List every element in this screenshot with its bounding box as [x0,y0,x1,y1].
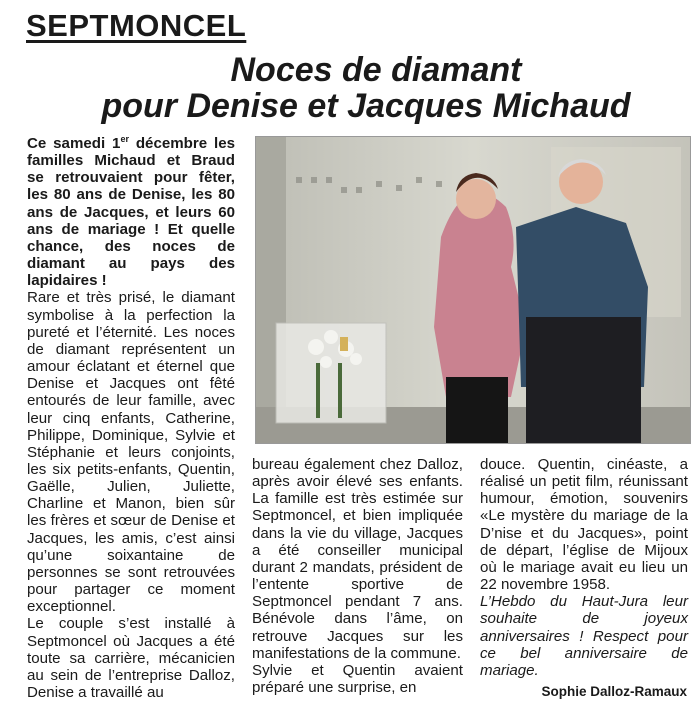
photo-illustration [256,137,690,443]
article-column-3 [480,456,688,679]
body-paragraph: douce. Quentin, cinéaste, a réalisé un petit film, réunissant humour, émotion, souvenirs «Le mystère du mariage de la D’nise et du Jacques», point de départ, l’église de Mijoux où le mariage avait eu lieu un 22 novembre 1958. [480,456,688,594]
body-paragraph: Rare et très prisé, le diamant symbolise à la perfection la pureté et l’éternité. Les noces de diamant représentent un amour éclatant et éternel que Denise et Jacques ont fêté entourés de leur famille, avec leur cinq enfants, Catherine, Philippe, Dominique, Sylvie et Stéphanie et leurs conjoints, les six petits-enfants, Quentin, Gaëlle, Julien, Juliette, Charline et Manon, bien sûr les frères et sœur de Denise et Jacques, les amis, c’est ainsi qu’une soixantaine de personnes se sont retrouvées pour partager ce moment exceptionnel. [27,289,235,616]
headline-line-1: Noces de diamant [230,51,522,89]
body-paragraph: bureau également chez Dalloz, après avoir élevé ses enfants. La famille est très estimée sur Septmoncel, et bien impliquée dans la vie du village, Jacques a été conseiller municipal durant 2 mandats, président de l’entente sportive de Septmoncel pendant 7 ans. Bénévole dans l’âme, on retrouve Jacques sur les manifestations de la commune. [252,456,463,662]
body-paragraph: Sylvie et Quentin avaient préparé une surprise, en [252,661,463,697]
headline-line-2: pour Denise et Jacques Michaud [101,87,631,125]
article-column-2 [252,456,463,696]
body-paragraph: Le couple s’est installé à Septmoncel où Jacques a été toute sa carrière, mécanicien au sein de l’entreprise Dalloz, Denise a travaillé au [27,615,235,701]
closing-italic-paragraph: L’Hebdo du Haut-Jura leur souhaite de joyeux anniversaires ! Respect pour ce bel anniversaire de mariage. [480,593,688,679]
article-column-1 [27,135,235,701]
section-kicker: SEPTMONCEL [26,8,247,43]
author-signature: Sophie Dalloz-Ramaux [541,684,687,699]
couple-photo [255,136,691,444]
lead-paragraph: Ce samedi 1er décembre les familles Michaud et Braud se retrouvaient pour fêter, les 80 ans de Denise, les 80 ans de Jacques, et leurs 60 ans de mariage ! Et quelle chance, des noces de diamant au pays des lapidaires ! [27,133,236,290]
